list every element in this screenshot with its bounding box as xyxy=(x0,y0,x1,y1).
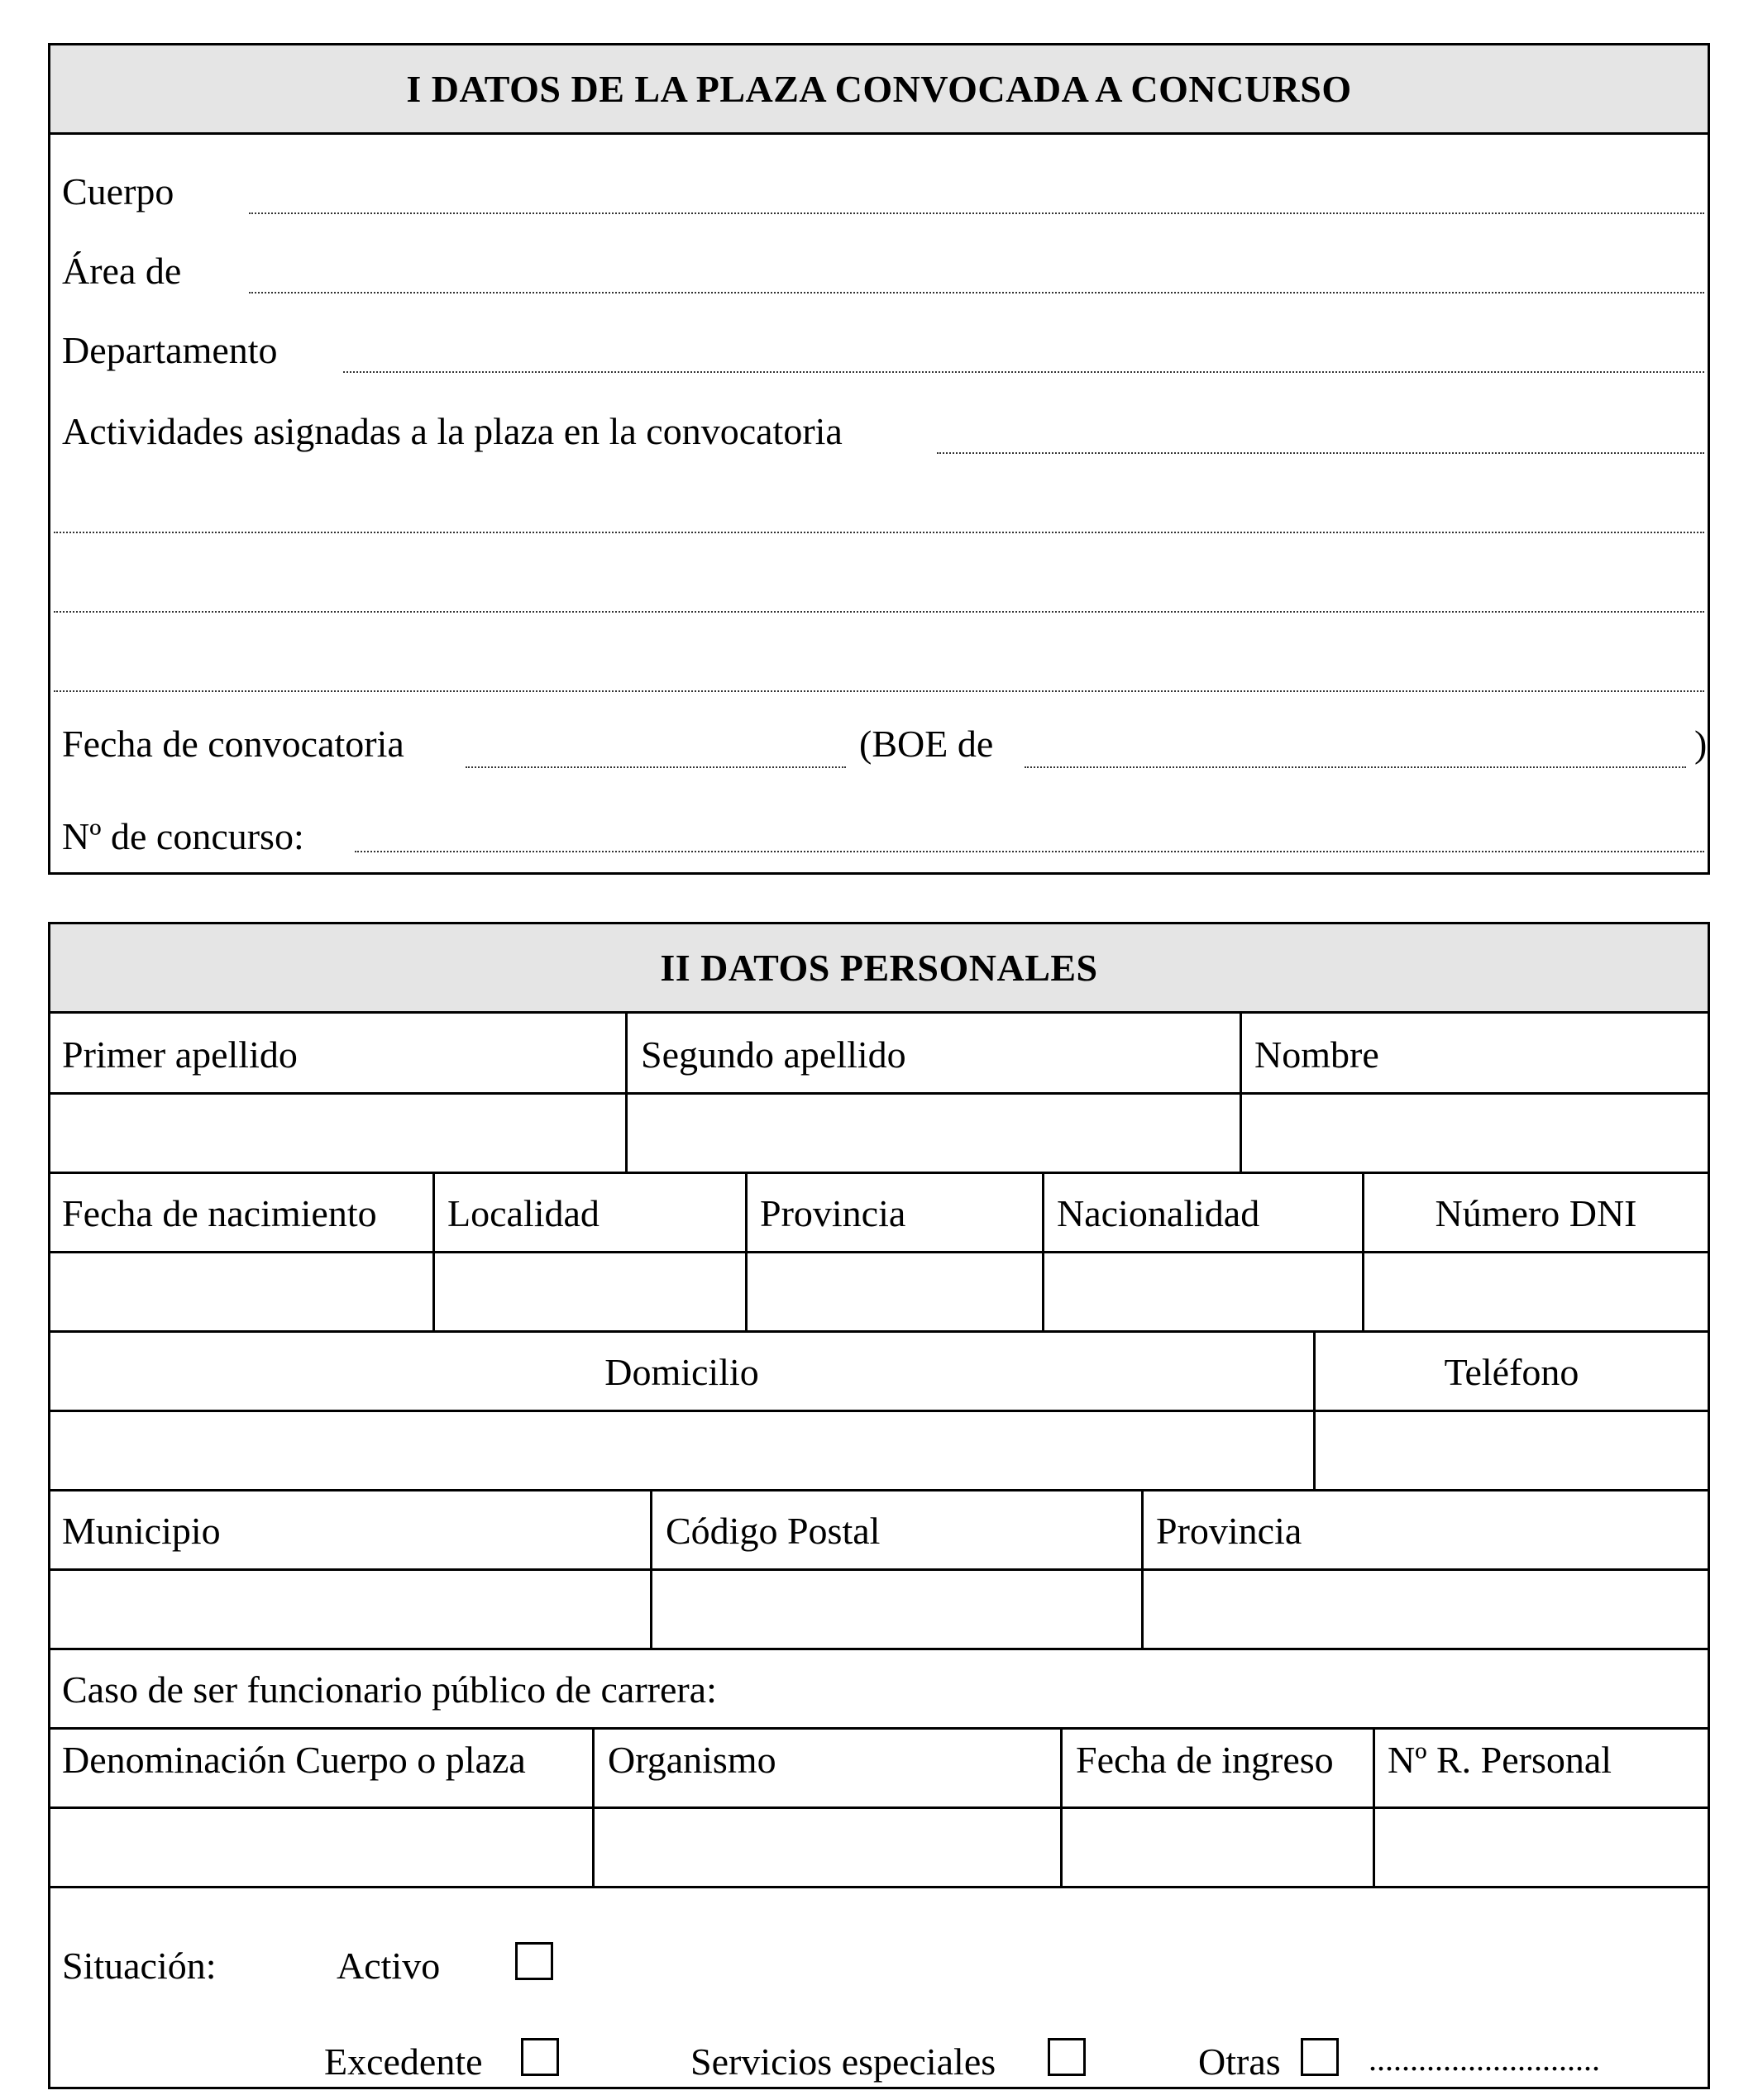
nr-personal-label: Nº R. Personal xyxy=(1388,1739,1612,1781)
activo-label: Activo xyxy=(337,1945,441,1987)
nombre-label: Nombre xyxy=(1254,1033,1379,1076)
excedente-checkbox[interactable] xyxy=(521,2038,559,2076)
departamento-label: Departamento xyxy=(62,329,278,371)
actividades-line-3[interactable] xyxy=(54,611,1704,613)
nacionalidad-field[interactable] xyxy=(1044,1253,1362,1330)
concurso-label: Nº de concurso: xyxy=(62,815,304,857)
row-divider xyxy=(50,1330,1708,1333)
actividades-line-4[interactable] xyxy=(54,690,1704,692)
localidad-label: Localidad xyxy=(447,1192,600,1234)
actividades-field[interactable] xyxy=(937,452,1704,454)
organismo-label: Organismo xyxy=(608,1739,776,1781)
row-divider xyxy=(50,1727,1708,1730)
fecha-convocatoria-field[interactable] xyxy=(466,766,846,768)
otras-field[interactable]: ............................ xyxy=(1369,2040,1600,2078)
cuerpo-label: Cuerpo xyxy=(62,170,174,212)
situacion-label: Situación: xyxy=(62,1945,217,1987)
fecha-convocatoria-label: Fecha de convocatoria xyxy=(62,723,404,765)
fecha-nacimiento-field[interactable] xyxy=(50,1253,432,1330)
row-divider xyxy=(50,1489,1708,1491)
concurso-field[interactable] xyxy=(355,851,1704,852)
primer-apellido-label: Primer apellido xyxy=(62,1033,298,1076)
row-divider xyxy=(50,1886,1708,1888)
organismo-field[interactable] xyxy=(595,1809,1060,1886)
boe-field[interactable] xyxy=(1025,766,1686,768)
boe-label: (BOE de xyxy=(859,723,994,765)
municipio-field[interactable] xyxy=(50,1571,650,1648)
codigo-postal-label: Código Postal xyxy=(666,1510,881,1552)
activo-checkbox[interactable] xyxy=(515,1942,553,1980)
fecha-ingreso-field[interactable] xyxy=(1063,1809,1373,1886)
numero-dni-field[interactable] xyxy=(1364,1253,1708,1330)
localidad-field[interactable] xyxy=(435,1253,745,1330)
actividades-line-2[interactable] xyxy=(54,532,1704,533)
nombre-field[interactable] xyxy=(1242,1095,1708,1172)
fecha-nacimiento-label: Fecha de nacimiento xyxy=(62,1192,377,1234)
departamento-field[interactable] xyxy=(343,371,1704,373)
provincia-label: Provincia xyxy=(1156,1510,1302,1552)
boe-close: ) xyxy=(1694,723,1708,765)
provincia-nacimiento-field[interactable] xyxy=(748,1253,1042,1330)
area-label: Área de xyxy=(62,250,182,292)
row-divider xyxy=(50,1172,1708,1174)
domicilio-label: Domicilio xyxy=(604,1351,759,1393)
telefono-label: Teléfono xyxy=(1444,1351,1579,1393)
excedente-label: Excedente xyxy=(324,2040,483,2083)
provincia-nacimiento-label: Provincia xyxy=(760,1192,906,1234)
section-datos-personales xyxy=(48,922,1710,2089)
nr-personal-field[interactable] xyxy=(1375,1809,1708,1886)
otras-checkbox[interactable] xyxy=(1301,2038,1339,2076)
codigo-postal-field[interactable] xyxy=(652,1571,1141,1648)
municipio-label: Municipio xyxy=(62,1510,221,1552)
area-field[interactable] xyxy=(249,292,1704,294)
servicios-especiales-checkbox[interactable] xyxy=(1048,2038,1086,2076)
provincia-field[interactable] xyxy=(1144,1571,1708,1648)
fecha-ingreso-label: Fecha de ingreso xyxy=(1076,1739,1334,1781)
denominacion-label: Denominación Cuerpo o plaza xyxy=(62,1739,526,1781)
segundo-apellido-label: Segundo apellido xyxy=(641,1033,906,1076)
domicilio-field[interactable] xyxy=(50,1412,1313,1489)
otras-label: Otras xyxy=(1198,2040,1281,2083)
servicios-especiales-label: Servicios especiales xyxy=(690,2040,996,2083)
cuerpo-field[interactable] xyxy=(249,212,1704,214)
funcionario-label: Caso de ser funcionario público de carrera: xyxy=(62,1668,717,1711)
section-plaza-convocada xyxy=(48,43,1710,875)
actividades-label: Actividades asignadas a la plaza en la convocatoria xyxy=(62,410,843,452)
numero-dni-label: Número DNI xyxy=(1435,1192,1637,1234)
primer-apellido-field[interactable] xyxy=(50,1095,625,1172)
section-title: I DATOS DE LA PLAZA CONVOCADA A CONCURSO xyxy=(50,45,1708,135)
row-divider xyxy=(50,1648,1708,1650)
denominacion-field[interactable] xyxy=(50,1809,592,1886)
section-title: II DATOS PERSONALES xyxy=(50,924,1708,1014)
nacionalidad-label: Nacionalidad xyxy=(1057,1192,1260,1234)
segundo-apellido-field[interactable] xyxy=(628,1095,1240,1172)
telefono-field[interactable] xyxy=(1316,1412,1708,1489)
